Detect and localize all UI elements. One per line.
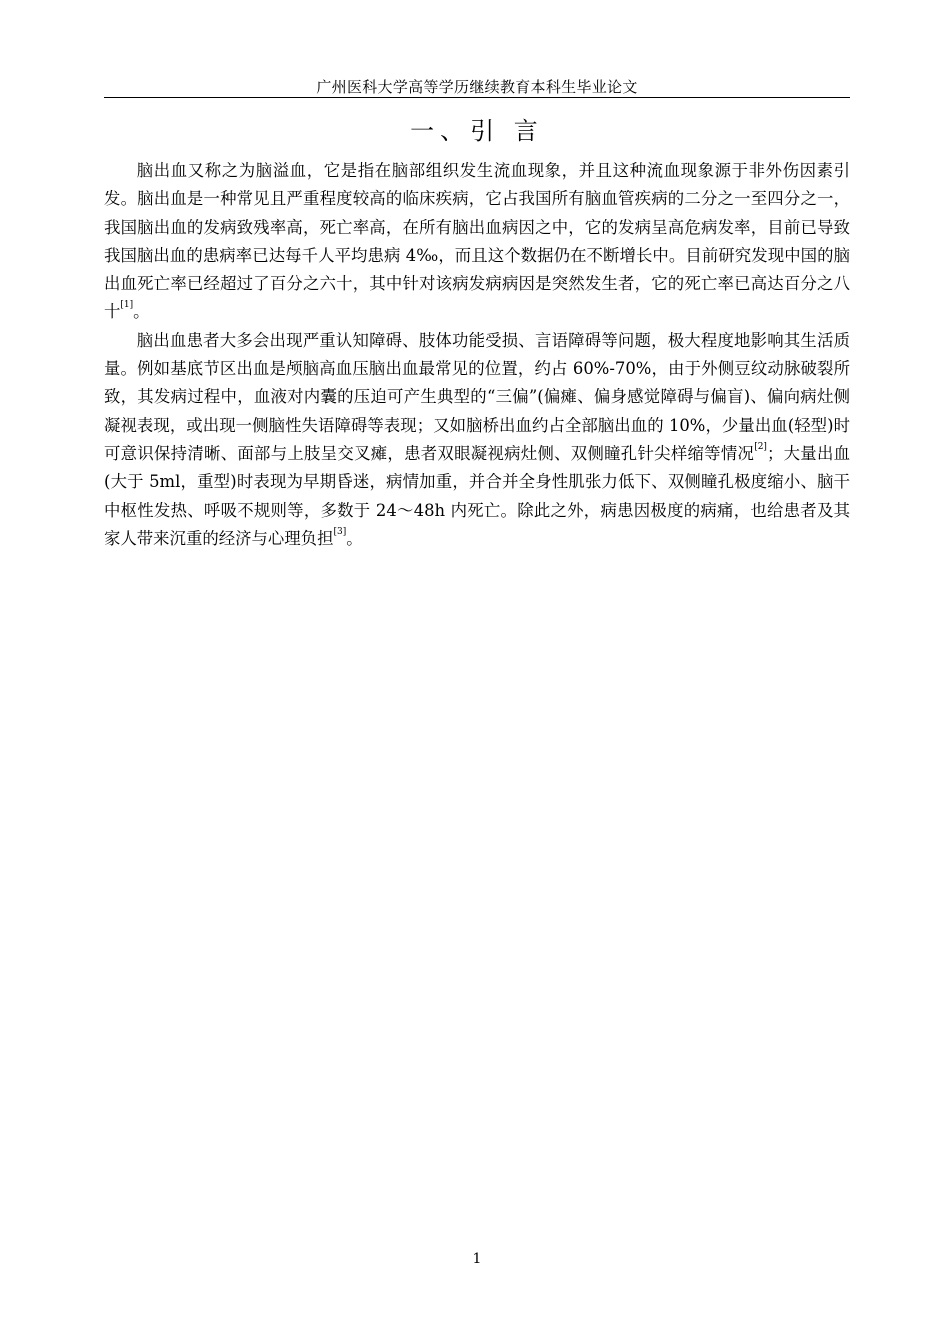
page-number: 1 <box>472 1251 482 1267</box>
paragraph-1-text: 脑出血又称之为脑溢血，它是指在脑部组织发生流血现象，并且这种流血现象源于非外伤因素引发。脑出血是一种常见且严重程度较高的临床疾病，它占我国所有脑血管疾病的二分之一至四分之一，我国脑出血的发病致残率高，死亡率高，在所有脑出血病因之中，它的发病呈高危病发率，目前已导致我国脑出血的患病率已达每千人平均患病 4‰，而且这个数据仍在不断增长中。目前研究发现中国的脑出血死亡率已经超过了百分之六十，其中针对该病发病病因是突然发生者，它的死亡率已高达百分之八十 <box>104 161 850 322</box>
paragraph-1 <box>104 157 850 327</box>
paragraph-1-end: 。 <box>133 302 150 322</box>
citation-3: [3] <box>333 526 347 537</box>
header-rule <box>104 97 850 98</box>
body-text <box>104 157 850 553</box>
paragraph-2-text-cont: ；大量出血(大于 5ml，重型)时表现为早期昏迷，病情加重，并合并全身性肌张力低下、双侧瞳孔极度缩小、脑干中枢性发热、呼吸不规则等，多数于 24～48h 内死亡。除此之外，病患因极度的病痛，也给患者及其家人带来沉重的经济与心理负担 <box>104 443 851 548</box>
running-header: 广州医科大学高等学历继续教育本科生毕业论文 <box>316 78 638 96</box>
citation-2: [2] <box>754 441 767 452</box>
paragraph-2-text: 脑出血患者大多会出现严重认知障碍、肢体功能受损、言语障碍等问题，极大程度地影响其生活质量。例如基底节区出血是颅脑高血压脑出血最常见的位置，约占 60%-70%，由于外侧豆纹动脉破裂所致，其发病过程中，血液对内囊的压迫可产生典型的“三偏”(偏瘫、偏身感觉障碍与偏盲)、偏向病灶侧凝视表现，或出现一侧脑性失语障碍等表现；又如脑桥出血约占全部脑出血的 10%，少量出血(轻型)时可意识保持清晰、面部与上肢呈交叉瘫，患者双眼凝视病灶侧、双侧瞳孔针尖样缩等情况 <box>104 330 850 463</box>
paragraph-2-end: 。 <box>346 528 363 548</box>
citation-1: [1] <box>120 300 134 311</box>
chapter-title: 一、引 言 <box>410 117 544 145</box>
paragraph-2 <box>104 327 850 553</box>
